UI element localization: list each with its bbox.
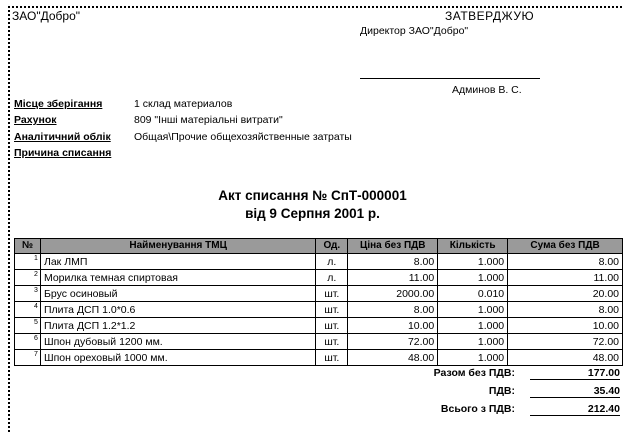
meta-value: 1 склад материалов (134, 98, 233, 110)
meta-row-reason (14, 147, 134, 159)
cell-sum: 10.00 (508, 318, 623, 334)
table-row (15, 286, 623, 302)
cell-name: Лак ЛМП (40, 254, 315, 270)
cell-name: Шпон ореховый 1000 мм. (40, 350, 315, 366)
total-with-vat-label: Всього з ПДВ: (440, 403, 515, 415)
cell-unit: шт. (316, 350, 348, 366)
total-without-vat (300, 367, 622, 379)
cell-sum: 72.00 (508, 334, 623, 350)
total-with-vat (300, 403, 622, 415)
cell-no: 1 (15, 254, 41, 270)
cell-sum: 48.00 (508, 350, 623, 366)
cell-unit: шт. (316, 302, 348, 318)
cell-price: 48.00 (348, 350, 438, 366)
table-row (15, 318, 623, 334)
table-row (15, 302, 623, 318)
col-header-no: № (15, 239, 41, 254)
cell-price: 10.00 (348, 318, 438, 334)
cell-unit: л. (316, 270, 348, 286)
meta-label: Місце зберігання (14, 98, 103, 110)
table-row (15, 334, 623, 350)
table-header-row (15, 239, 623, 254)
director-title: Директор ЗАО"Добро" (360, 25, 469, 37)
meta-row-storage (14, 98, 232, 110)
col-header-name: Найменування ТМЦ (40, 239, 315, 254)
meta-value: 809 "Інші матеріальні витрати" (134, 114, 283, 126)
meta-label: Причина списання (14, 147, 112, 159)
page-border-top (8, 6, 622, 8)
cell-unit: л. (316, 254, 348, 270)
cell-name: Брус осиновый (40, 286, 315, 302)
table-row (15, 254, 623, 270)
col-header-qty: Кількість (438, 239, 508, 254)
cell-price: 72.00 (348, 334, 438, 350)
cell-sum: 11.00 (508, 270, 623, 286)
cell-no: 2 (15, 270, 41, 286)
meta-row-account (14, 114, 283, 126)
signature-line (360, 78, 540, 79)
cell-price: 8.00 (348, 254, 438, 270)
cell-sum: 20.00 (508, 286, 623, 302)
col-header-price: Ціна без ПДВ (348, 239, 438, 254)
act-date: від 9 Серпня 2001 р. (245, 206, 380, 221)
meta-value: Общая\Прочие общехозяйственные затраты (134, 131, 352, 143)
cell-sum: 8.00 (508, 302, 623, 318)
total-vat (300, 385, 622, 397)
cell-price: 11.00 (348, 270, 438, 286)
total-vat-value: 35.40 (530, 385, 620, 398)
signer-name: Админов В. С. (452, 84, 522, 96)
approve-stamp: ЗАТВЕРДЖУЮ (445, 9, 535, 23)
cell-price: 8.00 (348, 302, 438, 318)
col-header-sum: Сума без ПДВ (508, 239, 623, 254)
total-without-vat-label: Разом без ПДВ: (433, 367, 515, 379)
cell-no: 7 (15, 350, 41, 366)
cell-no: 5 (15, 318, 41, 334)
col-header-unit: Од. (316, 239, 348, 254)
total-without-vat-value: 177.00 (530, 367, 620, 380)
cell-name: Морилка темная спиртовая (40, 270, 315, 286)
total-with-vat-value: 212.40 (530, 403, 620, 416)
cell-unit: шт. (316, 286, 348, 302)
cell-unit: шт. (316, 334, 348, 350)
cell-qty: 1.000 (438, 318, 508, 334)
meta-label: Аналітичний облік (14, 131, 111, 143)
meta-label: Рахунок (14, 114, 57, 126)
company-name: ЗАО"Добро" (12, 9, 80, 23)
cell-name: Плита ДСП 1.2*1.2 (40, 318, 315, 334)
cell-no: 3 (15, 286, 41, 302)
table-row (15, 350, 623, 366)
act-title: Акт списання № СпТ-000001 (218, 188, 407, 203)
total-vat-label: ПДВ: (488, 385, 515, 397)
cell-name: Плита ДСП 1.0*0.6 (40, 302, 315, 318)
cell-unit: шт. (316, 318, 348, 334)
cell-no: 4 (15, 302, 41, 318)
cell-qty: 0.010 (438, 286, 508, 302)
table-row (15, 270, 623, 286)
cell-no: 6 (15, 334, 41, 350)
cell-price: 2000.00 (348, 286, 438, 302)
cell-sum: 8.00 (508, 254, 623, 270)
cell-qty: 1.000 (438, 334, 508, 350)
meta-row-analytics (14, 131, 352, 143)
cell-qty: 1.000 (438, 350, 508, 366)
items-table (14, 238, 623, 366)
cell-qty: 1.000 (438, 254, 508, 270)
cell-qty: 1.000 (438, 270, 508, 286)
cell-name: Шпон дубовый 1200 мм. (40, 334, 315, 350)
cell-qty: 1.000 (438, 302, 508, 318)
